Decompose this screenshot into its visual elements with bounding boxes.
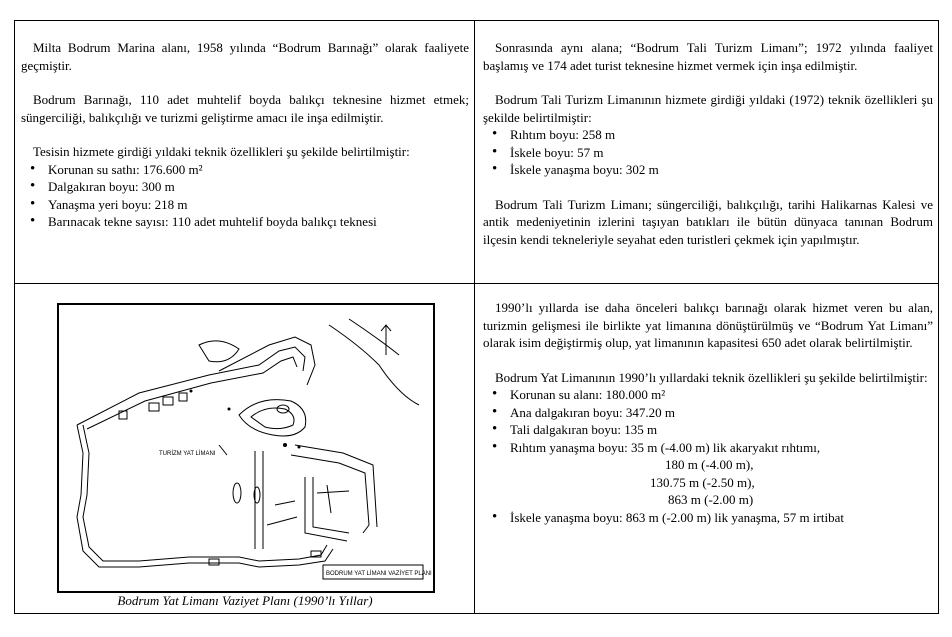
list-item: • Korunan su alanı: 180.000 m² <box>483 386 933 404</box>
paragraph: Bodrum Yat Limanının 1990’lı yıllardaki teknik özellikleri şu şekilde belirtilmiştir: <box>495 369 928 385</box>
row-divider <box>15 283 938 284</box>
list-item-continuation: 863 m (-2.00 m) <box>668 492 754 507</box>
spec-list <box>483 126 933 179</box>
paragraph: Tesisin hizmete girdiği yıldaki teknik özellikleri şu şekilde belirtilmiştir: <box>33 144 410 159</box>
paragraph: Bodrum Barınağı, 110 adet muhtelif boyda balıkçı teknesine hizmet etmek; süngerciliği, balıkçılığı ve turizmi geliştirme amacı ile inşa edilmiştir. <box>21 92 469 125</box>
list-item: • Yanaşma yeri boyu: 218 m <box>21 196 469 214</box>
list-item: • Rıhtım boyu: 258 m <box>483 126 933 144</box>
plan-caption: Bodrum Yat Limanı Vaziyet Planı (1990’lı Yıllar) <box>117 593 373 608</box>
spec-list <box>483 509 933 527</box>
harbor-plan-svg <box>59 305 433 591</box>
paragraph: Milta Bodrum Marina alanı, 1958 yılında “Bodrum Barınağı” olarak faaliyete geçmiştir. <box>21 40 469 73</box>
list-item: • İskele yanaşma boyu: 302 m <box>483 161 933 179</box>
list-item: • Korunan su sathı: 176.600 m² <box>21 161 469 179</box>
paragraph: 1990’lı yıllarda ise daha önceleri balıkçı barınağı olarak hizmet veren bu alan, turizmin gelişmesi ile birlikte yat limanına dönüştürülmüş ve “Bodrum Yat Limanı” olarak isim değiştirmiş olup, yat limanının kapasitesi 650 adet olarak belirtilmiştir. <box>483 300 933 350</box>
plan-drawing <box>57 303 435 593</box>
plan-area-label: TURİZM YAT LİMANI <box>159 451 216 457</box>
list-item: • İskele yanaşma boyu: 863 m (-2.00 m) lik yanaşma, 57 m irtibat <box>483 509 933 527</box>
cell-plan-image <box>21 299 469 609</box>
list-item: • Dalgakıran boyu: 300 m <box>21 178 469 196</box>
cell-bodrum-yat-limani <box>483 299 933 526</box>
cell-tali-turizm-limani <box>483 39 933 248</box>
paragraph: Bodrum Tali Turizm Limanının hizmete girdiği yıldaki (1972) teknik özellikleri şu şekilde belirtilmiştir: <box>483 92 933 125</box>
list-item-continuation: 180 m (-4.00 m), <box>665 457 754 472</box>
list-item: • Barınacak tekne sayısı: 110 adet muhtelif boyda balıkçı teknesi <box>21 213 469 231</box>
spec-list <box>21 161 469 231</box>
plan-title: BODRUM YAT LİMANI VAZİYET PLANI <box>326 571 432 577</box>
list-item: • Ana dalgakıran boyu: 347.20 m <box>483 404 933 422</box>
paragraph: Bodrum Tali Turizm Limanı; süngerciliği, balıkçılığı, tarihi Halikarnas Kalesi ve antik medeniyetinin izlerini taşıyan batıkları ile bütün dünyaca tanınan Bodrum ilçesin kendi tekneleriyle seyahat eden turistleri çekmek için yapılmıştır. <box>483 196 933 247</box>
column-divider <box>474 21 475 613</box>
spec-list <box>483 386 933 456</box>
list-item-continuation: 130.75 m (-2.50 m), <box>650 474 755 490</box>
info-table <box>14 20 939 614</box>
list-item: • Tali dalgakıran boyu: 135 m <box>483 421 933 439</box>
list-item: • Rıhtım yanaşma boyu: 35 m (-4.00 m) lik akaryakıt rıhtımı, <box>483 439 933 457</box>
cell-bodrum-barinagi <box>21 39 469 231</box>
list-item: • İskele boyu: 57 m <box>483 144 933 162</box>
paragraph: Sonrasında aynı alana; “Bodrum Tali Turizm Limanı”; 1972 yılında faaliyet başlamış ve 174 adet turist teknesine hizmet vermek için inşa edilmiştir. <box>483 40 933 73</box>
